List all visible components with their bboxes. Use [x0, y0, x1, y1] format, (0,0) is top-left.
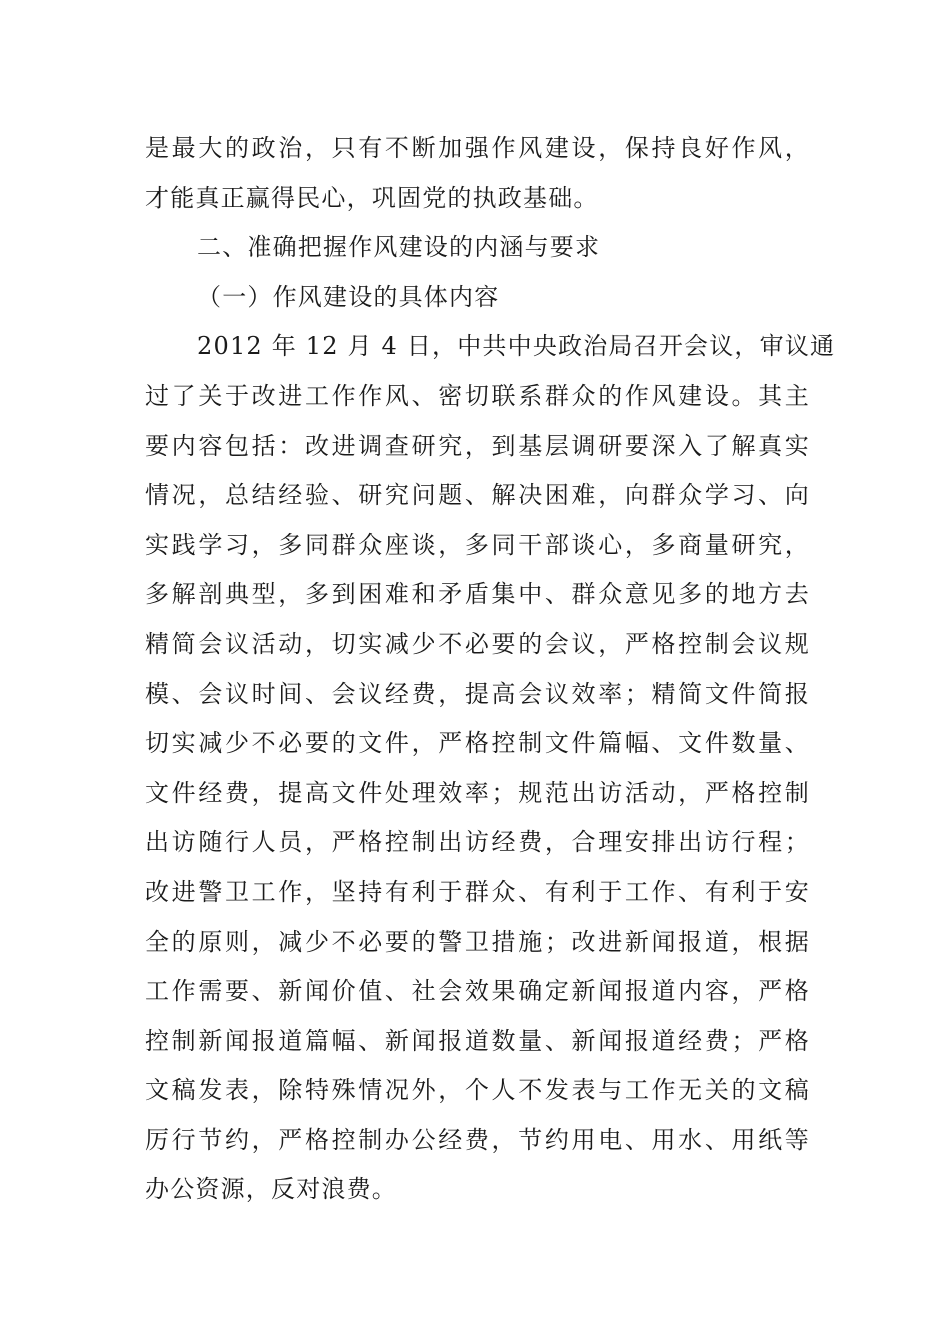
body-line: 文稿发表，除特殊情况外，个人不发表与工作无关的文稿 — [145, 1076, 810, 1105]
body-line: 精简会议活动，切实减少不必要的会议，严格控制会议规 — [145, 629, 810, 658]
body-line: 要内容包括：改进调查研究，到基层调研要深入了解真实 — [145, 431, 810, 460]
continuation-line: 才能真正赢得民心，巩固党的执政基础。 — [145, 183, 599, 212]
continuation-line: 是最大的政治，只有不断加强作风建设，保持良好作风， — [145, 134, 810, 162]
body-line: 情况，总结经验、研究问题、解决困难，向群众学习、向 — [145, 481, 810, 510]
body-line: 模、会议时间、会议经费，提高会议效率；精简文件简报 — [145, 679, 810, 708]
body-line: 出访随行人员，严格控制出访经费，合理安排出访行程； — [145, 828, 810, 857]
document-body — [145, 124, 836, 1215]
body-line: 切实减少不必要的文件，严格控制文件篇幅、文件数量、 — [145, 729, 810, 758]
body-line: 实践学习，多同群众座谈，多同干部谈心，多商量研究， — [145, 530, 810, 559]
body-line: 全的原则，减少不必要的警卫措施；改进新闻报道，根据 — [145, 927, 810, 956]
section-heading: 二、准确把握作风建设的内涵与要求 — [197, 233, 601, 262]
body-line: 多解剖典型，多到困难和矛盾集中、群众意见多的地方去 — [145, 580, 810, 609]
body-line: 过了关于改进工作作风、密切联系群众的作风建设。其主 — [145, 381, 810, 410]
subsection-heading: （一）作风建设的具体内容 — [197, 282, 500, 311]
body-line: 2012 年 12 月 4 日，中共中央政治局召开会议，审议通 — [197, 332, 836, 361]
body-line: 办公资源，反对浪费。 — [145, 1175, 397, 1204]
body-line: 文件经费，提高文件处理效率；规范出访活动，严格控制 — [145, 778, 810, 807]
body-line: 改进警卫工作，坚持有利于群众、有利于工作、有利于安 — [145, 877, 810, 906]
body-line: 控制新闻报道篇幅、新闻报道数量、新闻报道经费；严格 — [145, 1026, 810, 1055]
body-line: 厉行节约，严格控制办公经费，节约用电、用水、用纸等 — [145, 1125, 810, 1154]
body-line: 工作需要、新闻价值、社会效果确定新闻报道内容，严格 — [145, 977, 810, 1006]
